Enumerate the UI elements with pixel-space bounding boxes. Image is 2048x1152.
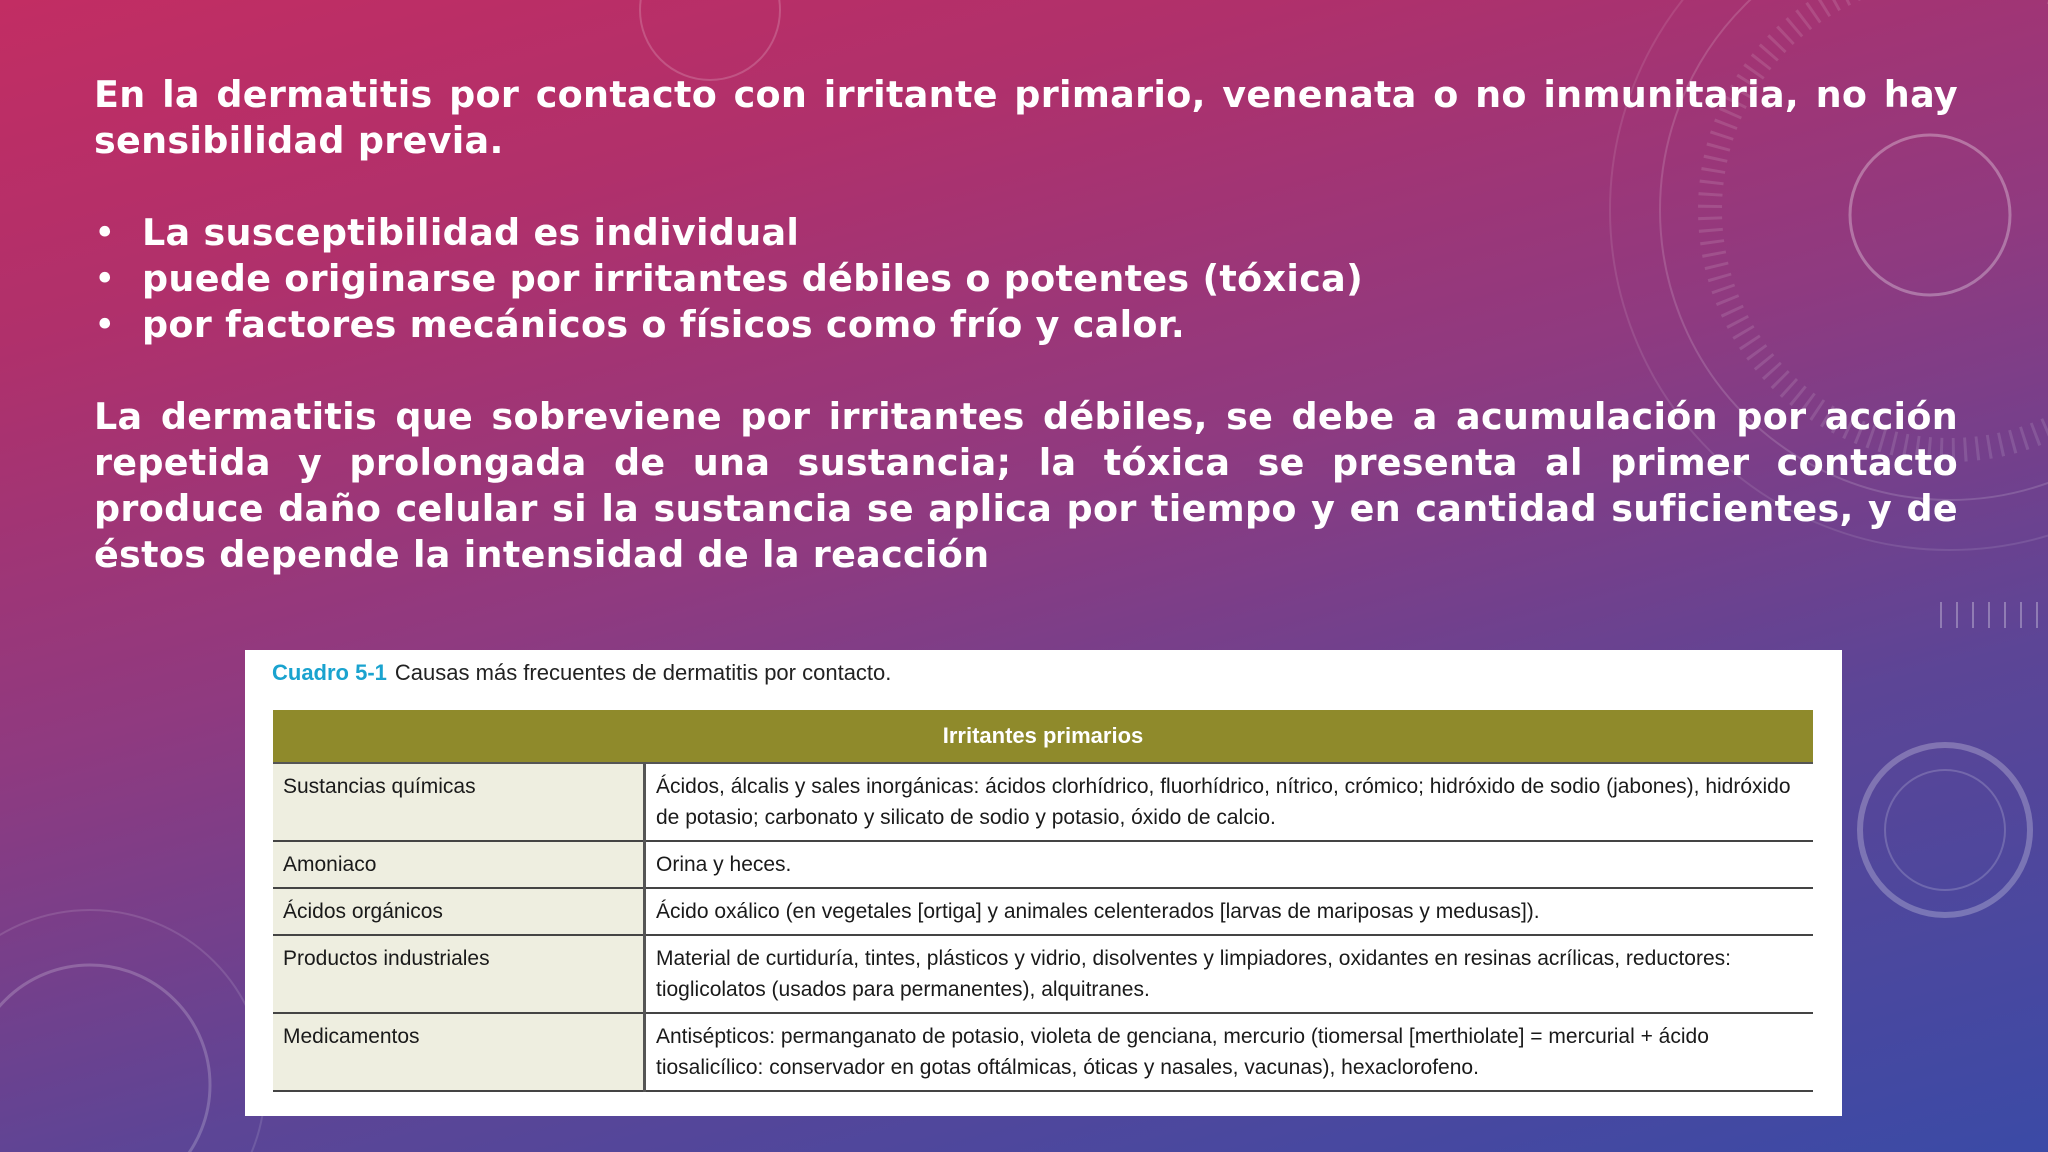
cause-cell: Amoniaco xyxy=(273,841,645,888)
table-row xyxy=(273,888,1813,935)
causes-table xyxy=(273,710,1813,1092)
bullet-text: puede originarse por irritantes débiles o potentes (tóxica) xyxy=(142,257,1364,300)
bullet-text: La susceptibilidad es individual xyxy=(142,211,800,254)
figure-label: Cuadro 5-1 xyxy=(272,660,387,685)
table-header-row xyxy=(273,710,1813,763)
intro-paragraph: En la dermatitis por contacto con irritante primario, venenata o no inmunitaria, no hay sensibilidad previa. xyxy=(94,73,1958,162)
table-row xyxy=(273,841,1813,888)
figure-caption-text: Causas más frecuentes de dermatitis por contacto. xyxy=(394,660,892,685)
bullet-item xyxy=(94,256,1958,302)
deco-circle-top xyxy=(640,0,780,80)
bullet-item xyxy=(94,210,1958,256)
figure-caption xyxy=(272,660,891,686)
deco-circle-right-lower-inner xyxy=(1885,770,2005,890)
closing-paragraph: La dermatitis que sobreviene por irritantes débiles, se debe a acumulación por acción repetida y prolongada de una sustancia; la tóxica se presenta al primer contacto produce daño celular si la sustancia se aplica por tiempo y en cantidad suficientes, y de éstos depende la intensidad de la reacción xyxy=(94,395,1958,576)
examples-cell: Orina y heces. xyxy=(645,841,1814,888)
cause-cell: Productos industriales xyxy=(273,935,645,1013)
table-row xyxy=(273,1013,1813,1091)
table-header: Irritantes primarios xyxy=(273,710,1813,763)
slide-body xyxy=(94,72,1958,578)
examples-cell: Ácido oxálico (en vegetales [ortiga] y animales celenterados [larvas de mariposas y medusas]). xyxy=(645,888,1814,935)
examples-cell: Antisépticos: permanganato de potasio, violeta de genciana, mercurio (tiomersal [merthiolate] = mercurial + ácido tiosalicílico: conservador en gotas oftálmicas, óticas y nasales, vacunas), hexaclorofeno. xyxy=(645,1013,1814,1091)
deco-circle-right-lower xyxy=(1860,745,2030,915)
examples-cell: Ácidos, álcalis y sales inorgánicas: ácidos clorhídrico, fluorhídrico, nítrico, crómico; hidróxido de sodio (jabones), hidróxido de potasio; carbonato y silicato de sodio y potasio, óxido de calcio. xyxy=(645,763,1814,841)
cause-cell: Ácidos orgánicos xyxy=(273,888,645,935)
table-row xyxy=(273,763,1813,841)
table-figure xyxy=(245,650,1842,1116)
bullet-text: por factores mecánicos o físicos como frío y calor. xyxy=(142,303,1186,346)
table-row xyxy=(273,935,1813,1013)
cause-cell: Medicamentos xyxy=(273,1013,645,1091)
bullet-icon: • xyxy=(94,303,116,346)
deco-circle-bottom-left xyxy=(0,965,210,1152)
examples-cell: Material de curtiduría, tintes, plásticos y vidrio, disolventes y limpiadores, oxidantes en resinas acrílicas, reductores: tioglicolatos (usados para permanentes), alquitranes. xyxy=(645,935,1814,1013)
bullet-icon: • xyxy=(94,211,116,254)
cause-cell: Sustancias químicas xyxy=(273,763,645,841)
bullet-list xyxy=(94,210,1958,348)
bullet-icon: • xyxy=(94,257,116,300)
deco-circle-bottom-left-outer xyxy=(0,910,265,1152)
bullet-item xyxy=(94,302,1958,348)
